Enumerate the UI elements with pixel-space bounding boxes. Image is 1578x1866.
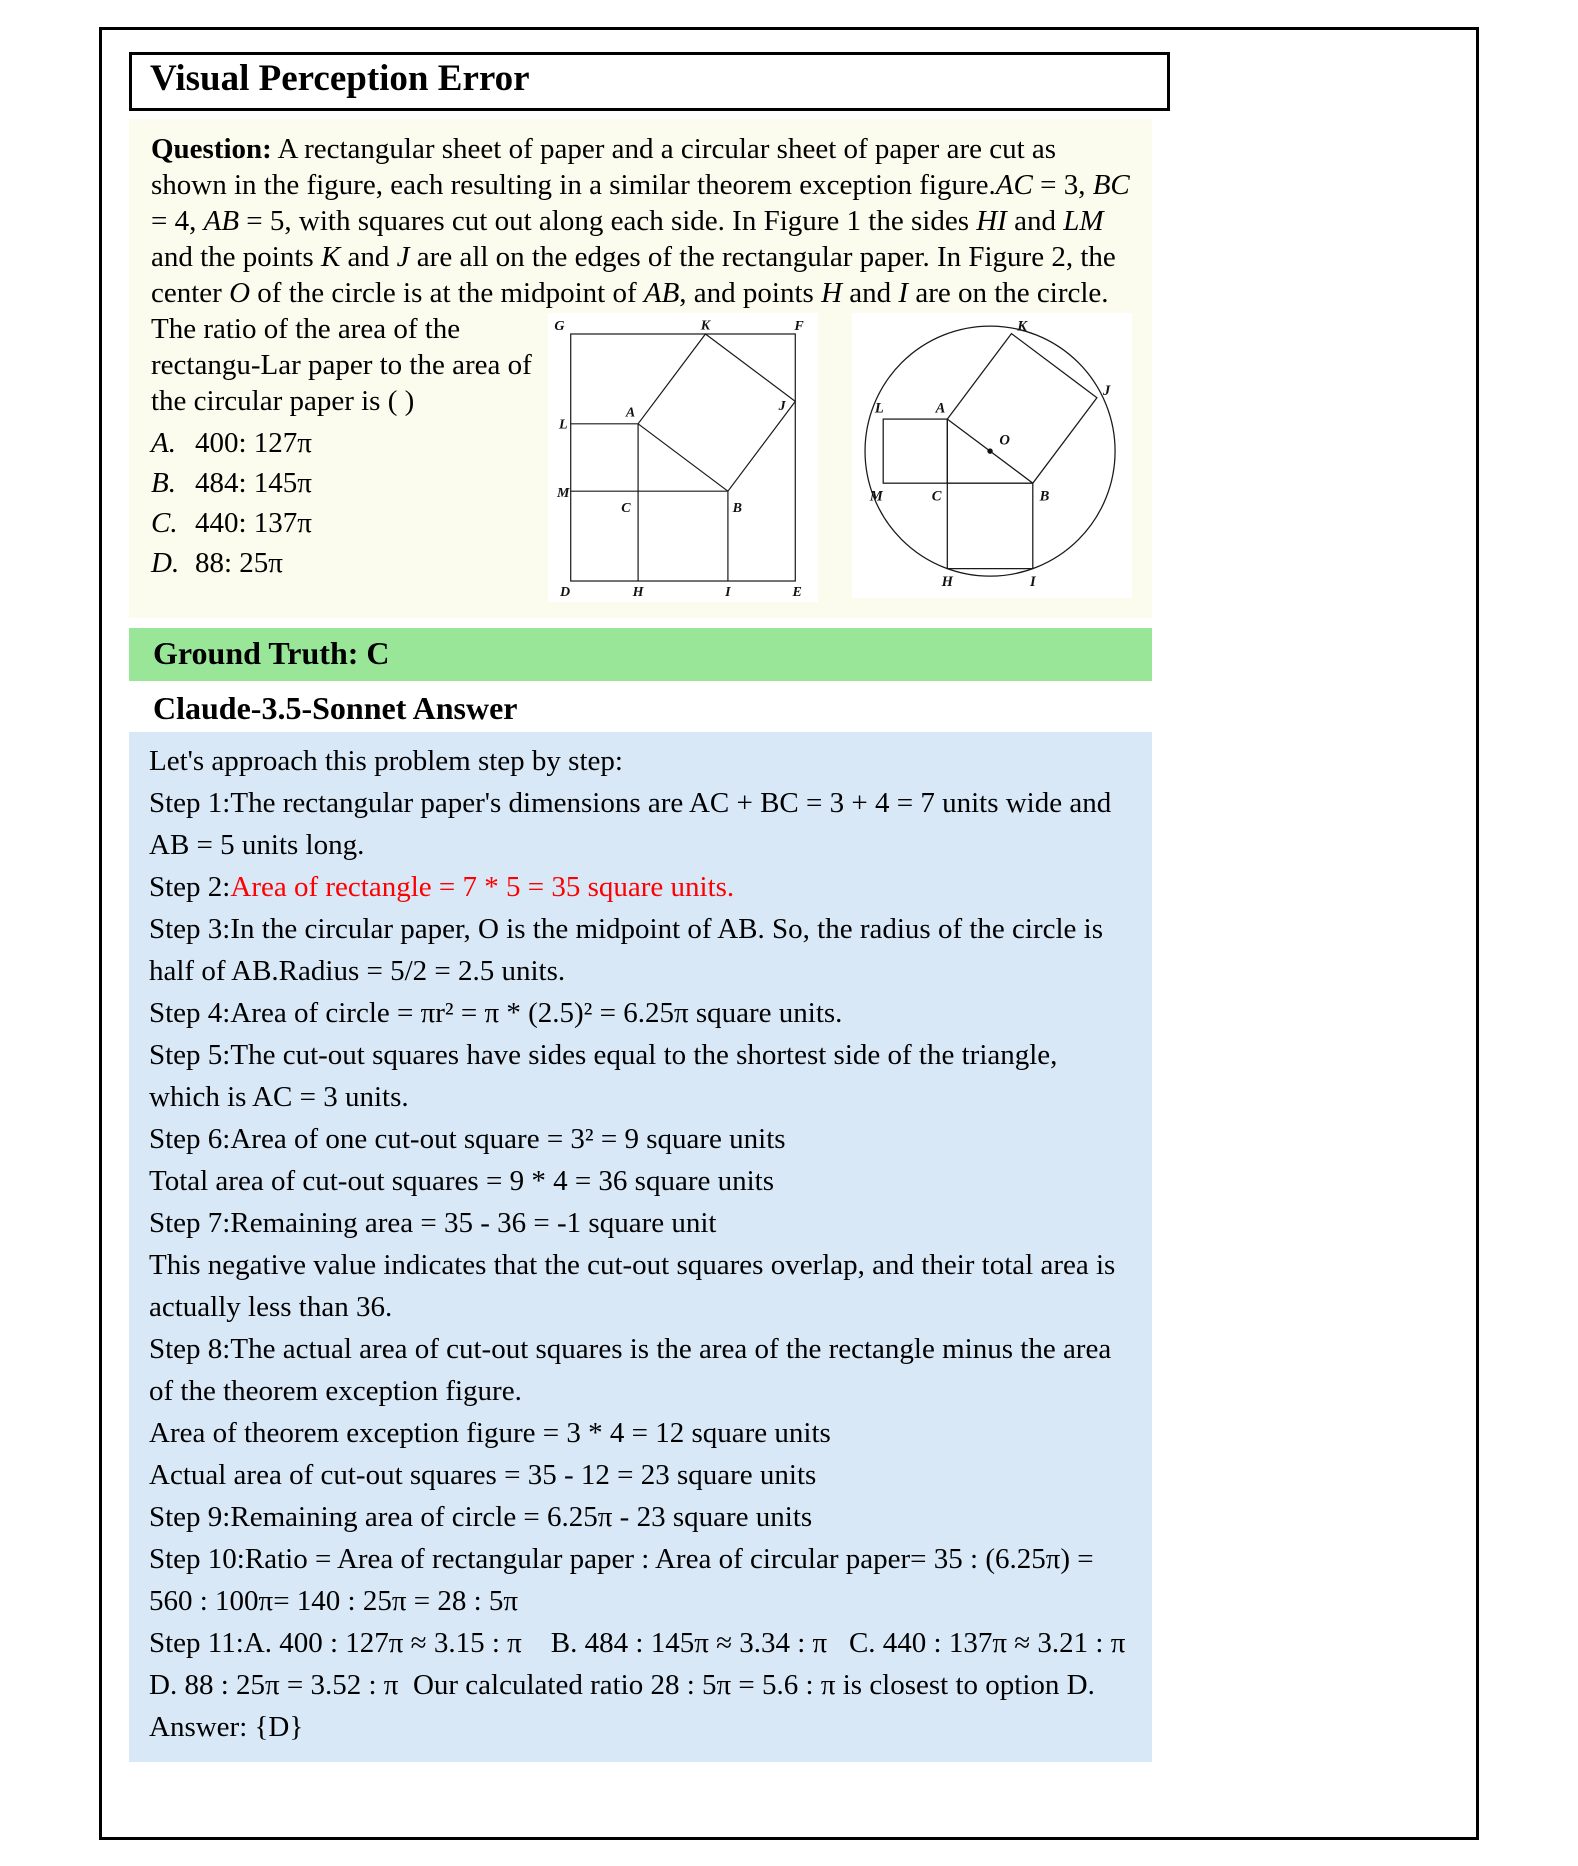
answer-heading: Claude-3.5-Sonnet Answer — [129, 683, 1152, 730]
question-segment: , and points — [679, 277, 822, 309]
figure-1-lines — [571, 334, 796, 581]
label-D: D — [560, 583, 571, 598]
label-B: B — [1039, 488, 1050, 505]
figure-2-svg — [856, 317, 1128, 594]
answer-line: Step 1:The rectangular paper's dimensions are AC + BC = 3 + 4 = 7 units wide and AB = 5 units long. — [149, 787, 1117, 861]
question-segment: and — [340, 241, 397, 273]
question-segment: A rectangular sheet of paper and a circular sheet of paper are cut as shown in the figure, each resulting in a similar theorem exception figure. — [151, 133, 1057, 201]
answer-line: Let's approach this problem step by step: — [149, 745, 623, 777]
label-A: A — [625, 404, 636, 421]
label-C: C — [621, 499, 631, 516]
question-math: I — [898, 277, 909, 309]
option-letter: B. — [151, 467, 176, 499]
page-frame — [99, 27, 1479, 1840]
question-segment: = 4, — [151, 205, 204, 237]
label-M: M — [556, 484, 570, 501]
square-bc — [947, 483, 1032, 568]
ground-truth-bar: Ground Truth: C — [129, 628, 1152, 681]
question-math: LM — [1063, 205, 1104, 237]
square-ac — [883, 419, 947, 483]
question-segment: = 5, with squares cut out along each side. In Figure 1 the sides — [239, 205, 977, 237]
question-math: HI — [976, 205, 1007, 237]
question-math: O — [229, 277, 251, 309]
tilted-square — [947, 334, 1097, 484]
option-value: 400: 127π — [195, 427, 312, 459]
error-highlight: Area of rectangle = 7 * 5 = 35 square units. — [230, 871, 735, 903]
answer-step2-prefix: Step 2: — [149, 871, 231, 903]
answer-line: Step 10:Ratio = Area of rectangular paper : Area of circular paper= 35 : (6.25π) = 560 : 100π= 140 : 25π = 28 : 5π — [149, 1543, 1101, 1617]
question-segment: and the points — [151, 241, 321, 273]
question-segment: = 3, — [1032, 169, 1093, 201]
option-letter: C. — [151, 507, 178, 539]
question-label: Question: — [151, 133, 272, 165]
question-segment: and — [842, 277, 899, 309]
answer-panel — [129, 732, 1152, 1762]
label-E: E — [792, 583, 802, 598]
question-segment: are all on the edges of the rectangular paper. In Figure 2, the center — [151, 241, 1116, 309]
question-segment: of the circle is at the midpoint of — [250, 277, 644, 309]
question-math: AB — [643, 277, 680, 309]
option-letter: D. — [151, 547, 180, 579]
label-O: O — [999, 432, 1010, 449]
label-J: J — [1102, 382, 1111, 399]
answer-line: Step 8:The actual area of cut-out squares is the area of the rectangle minus the area of the theorem exception figure. — [149, 1333, 1119, 1407]
answer-line: Step 11:A. 400 : 127π ≈ 3.15 : π B. 484 : 145π ≈ 3.34 : π C. 440 : 137π ≈ 3.21 : π D. 88 : 25π = 3.52 : π Our calculated ratio 28 : 5π = 5.6 : π is closest to option D. — [149, 1627, 1133, 1701]
question-segment: and — [1006, 205, 1064, 237]
answer-line: Step 9:Remaining area of circle = 6.25π - 23 square units — [149, 1501, 813, 1533]
question-math: K — [320, 241, 341, 273]
answer-line: Step 7:Remaining area = 35 - 36 = -1 square unit — [149, 1207, 717, 1239]
question-math: H — [821, 277, 843, 309]
answer-line: Area of theorem exception figure = 3 * 4 = 12 square units — [149, 1417, 831, 1449]
label-K: K — [700, 317, 711, 334]
option-letter: A. — [151, 427, 176, 459]
label-L: L — [558, 416, 568, 433]
tilted-square — [638, 334, 795, 491]
answer-line: Step 4:Area of circle = πr² = π * (2.5)² = 6.25π square units. — [149, 997, 843, 1029]
figure-1-labels — [554, 317, 804, 598]
label-M: M — [869, 488, 883, 505]
answer-line: Step 6:Area of one cut-out square = 3² = 9 square units — [149, 1123, 786, 1155]
figure-1 — [548, 313, 818, 602]
label-F: F — [794, 318, 804, 335]
center-o-dot — [987, 448, 992, 453]
answer-line: This negative value indicates that the cut-out squares overlap, and their total area is actually less than 36. — [149, 1249, 1123, 1323]
question-math: J — [396, 241, 410, 273]
label-H: H — [941, 574, 953, 591]
page-title: Visual Perception Error — [129, 52, 1170, 111]
answer-line: Step 3:In the circular paper, O is the midpoint of AB. So, the radius of the circle is half of AB.Radius = 5/2 = 2.5 units. — [149, 913, 1111, 987]
label-L: L — [874, 400, 884, 417]
option-value: 484: 145π — [195, 467, 312, 499]
label-K: K — [1017, 318, 1027, 335]
label-G: G — [554, 318, 565, 335]
question-math: BC — [1092, 169, 1130, 201]
option-value: 88: 25π — [195, 547, 283, 579]
question-figures — [548, 313, 1132, 602]
question-segment: are on the circle. The ratio of the area of the rectangu-Lar paper to the area of the circular paper is ( ) — [151, 277, 1109, 417]
answer-line: Step 5:The cut-out squares have sides equal to the shortest side of the triangle, which is AC = 3 units. — [149, 1039, 1065, 1113]
label-B: B — [732, 499, 742, 516]
label-I: I — [725, 583, 731, 598]
answer-line: Total area of cut-out squares = 9 * 4 = 36 square units — [149, 1165, 775, 1197]
answer-line: Actual area of cut-out squares = 35 - 12 = 23 square units — [149, 1459, 817, 1491]
answer-line: Answer: {D} — [149, 1711, 304, 1743]
label-I: I — [1029, 574, 1036, 591]
label-C: C — [931, 488, 942, 505]
label-H: H — [632, 583, 644, 598]
figure-2 — [852, 313, 1132, 598]
question-math: AC — [995, 169, 1033, 201]
question-panel — [129, 119, 1152, 618]
option-value: 440: 137π — [195, 507, 312, 539]
answer-line-step2 — [149, 866, 1130, 908]
question-math: AB — [203, 205, 240, 237]
label-J: J — [778, 397, 786, 414]
figure-1-svg — [552, 317, 814, 598]
label-A: A — [935, 400, 946, 417]
